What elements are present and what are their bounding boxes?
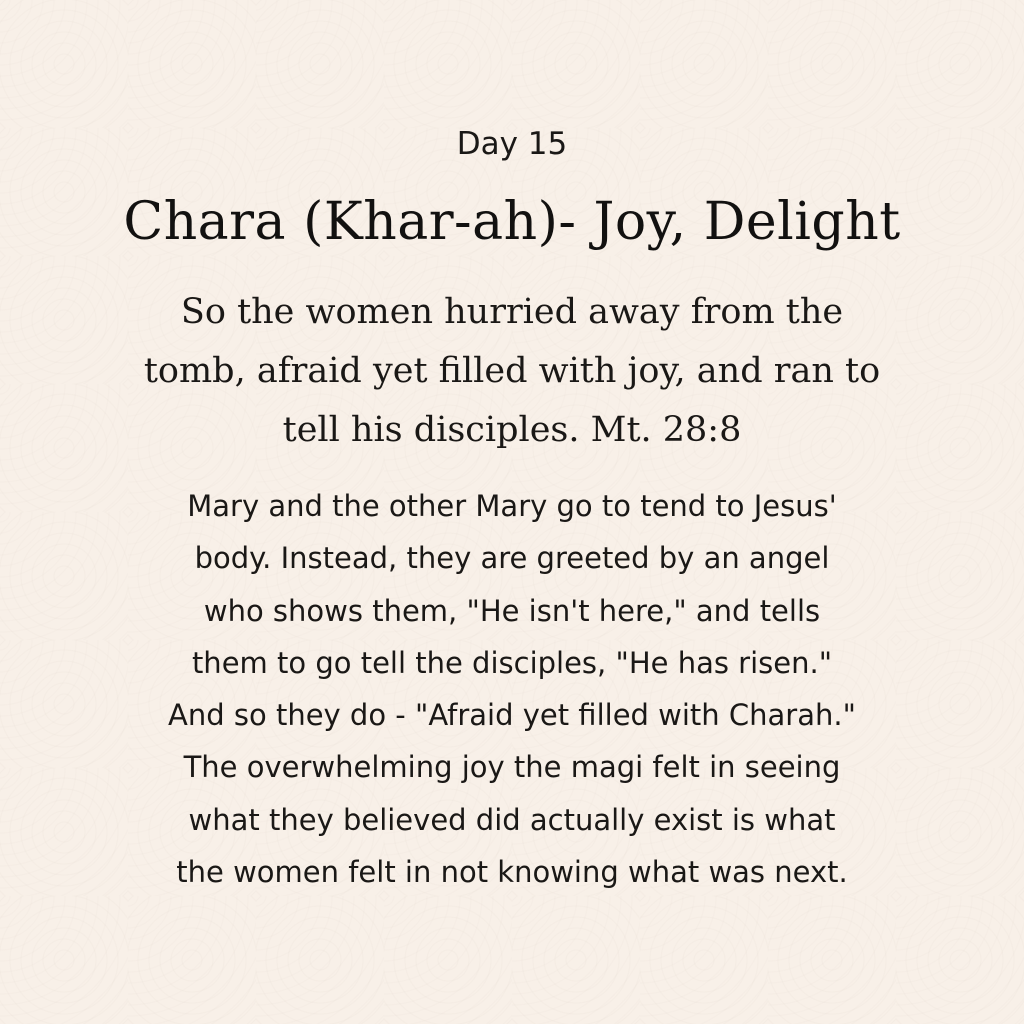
reflection-line: The overwhelming joy the magi felt in seeing [183, 750, 841, 785]
scripture-verse [92, 283, 932, 460]
reflection-line: And so they do - "Afraid yet filled with Charah." [168, 698, 856, 733]
reflection-line: Mary and the other Mary go to tend to Jesus' [187, 489, 837, 523]
verse-line: So the women hurried away from the [180, 292, 844, 332]
page-title: Chara (Khar-ah)- Joy, Delight [123, 192, 901, 252]
day-label: Day 15 [456, 126, 568, 162]
reflection-paragraph [72, 480, 952, 898]
reflection-line: the women felt in not knowing what was next. [176, 855, 848, 890]
reflection-line: body. Instead, they are greeted by an angel [194, 541, 830, 576]
reflection-line: them to go tell the disciples, "He has risen." [191, 645, 833, 680]
verse-line: tell his disciples. Mt. 28:8 [282, 410, 742, 450]
reflection-line: what they believed did actually exist is what [188, 802, 836, 837]
reflection-line: who shows them, "He isn't here," and tells [203, 593, 821, 628]
verse-line: tomb, afraid yet filled with joy, and ran to [143, 351, 881, 391]
